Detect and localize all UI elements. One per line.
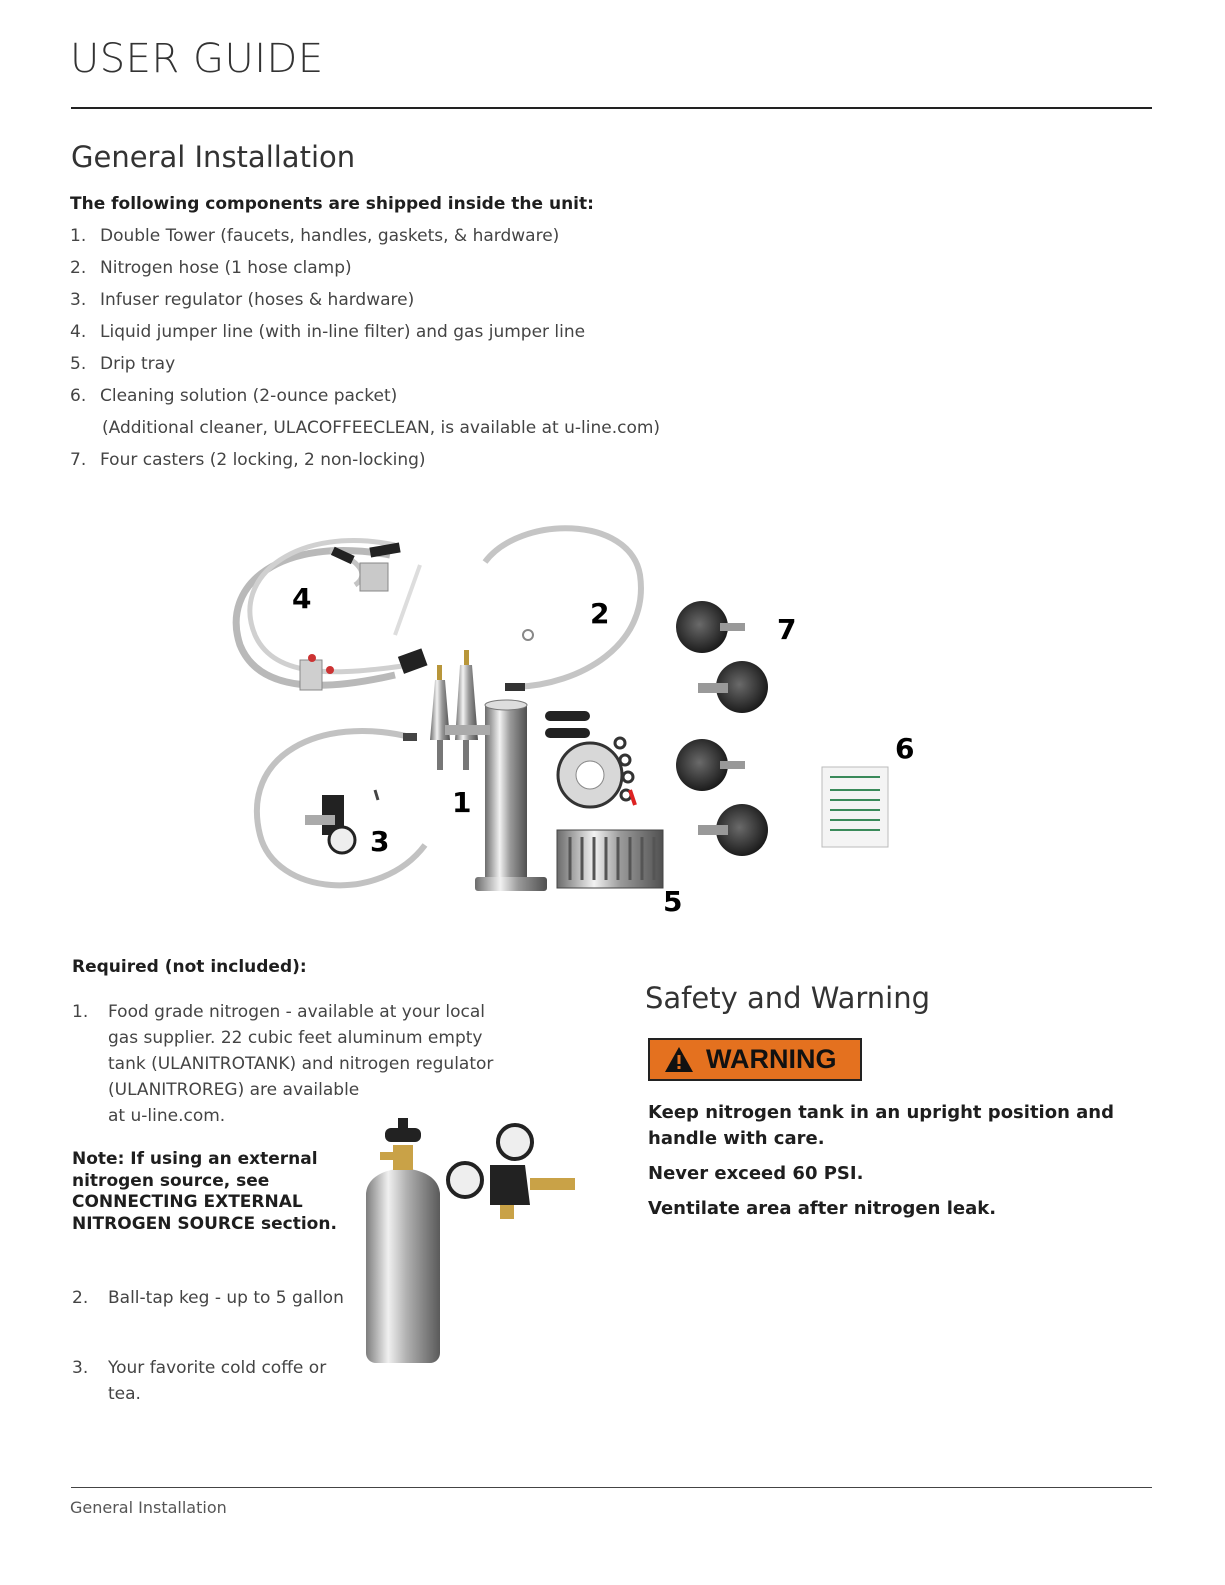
figure-label-1: 1 xyxy=(452,786,472,819)
list-item: 6. Cleaning solution (2-ounce packet) xyxy=(70,386,398,406)
cleaning-packet-illustration xyxy=(822,767,888,847)
figure-label-5: 5 xyxy=(663,885,683,918)
list-item: (Additional cleaner, ULACOFFEECLEAN, is available at u-line.com) xyxy=(102,418,661,438)
components-intro: The following components are shipped inside the unit: xyxy=(70,194,594,214)
figure-label-4: 4 xyxy=(292,582,312,615)
nitrogen-tank-illustration xyxy=(360,1100,590,1380)
figure-label-3: 3 xyxy=(370,825,390,858)
list-item: 2. Nitrogen hose (1 hose clamp) xyxy=(70,258,352,278)
figure-label-6: 6 xyxy=(895,732,915,765)
footer-section-label: General Installation xyxy=(70,1498,227,1517)
nitrogen-hose-illustration xyxy=(485,528,641,691)
nitrogen-note: Note: If using an external nitrogen source, see CONNECTING EXTERNAL NITROGEN SOURCE section. xyxy=(72,1149,337,1234)
list-item: 4. Liquid jumper line (with in-line filter) and gas jumper line xyxy=(70,322,586,342)
page-title: USER GUIDE xyxy=(70,36,324,82)
components-list xyxy=(70,220,660,476)
components-figure xyxy=(220,515,940,925)
infuser-regulator-illustration xyxy=(257,731,425,885)
section-title-safety: Safety and Warning xyxy=(645,981,930,1015)
list-item: 3. Infuser regulator (hoses & hardware) xyxy=(70,290,415,310)
header-divider xyxy=(71,107,1152,109)
list-item: 1. Double Tower (faucets, handles, gaskets, & hardware) xyxy=(70,226,560,246)
warning-triangle-icon xyxy=(664,1046,694,1073)
safety-text-1: Keep nitrogen tank in an upright position and handle with care. xyxy=(648,1102,1115,1149)
figure-label-7: 7 xyxy=(777,613,797,646)
jumper-lines-illustration xyxy=(236,541,427,690)
list-item: 5. Drip tray xyxy=(70,354,176,374)
casters-illustration xyxy=(676,601,768,856)
safety-text-3: Ventilate area after nitrogen leak. xyxy=(648,1198,997,1219)
figure-label-2: 2 xyxy=(590,597,610,630)
required-title: Required (not included): xyxy=(72,957,307,977)
required-item-1: 1. Food grade nitrogen - available at your local gas supplier. 22 cubic feet aluminum empty tank (ULANITROTANK) and nitrogen regulator (ULANITROREG) are available at u-line.com. xyxy=(72,1002,494,1126)
safety-text-2: Never exceed 60 PSI. xyxy=(648,1163,864,1184)
required-item-3: 3. Your favorite cold coffe or tea. xyxy=(72,1358,327,1404)
section-title-general-installation: General Installation xyxy=(71,140,356,174)
footer-divider xyxy=(71,1487,1152,1488)
drip-tray-illustration xyxy=(557,830,663,888)
list-item: 7. Four casters (2 locking, 2 non-locking) xyxy=(70,450,426,470)
required-item-2: 2. Ball-tap keg - up to 5 gallon xyxy=(72,1288,344,1308)
warning-badge: WARNING xyxy=(648,1038,862,1081)
